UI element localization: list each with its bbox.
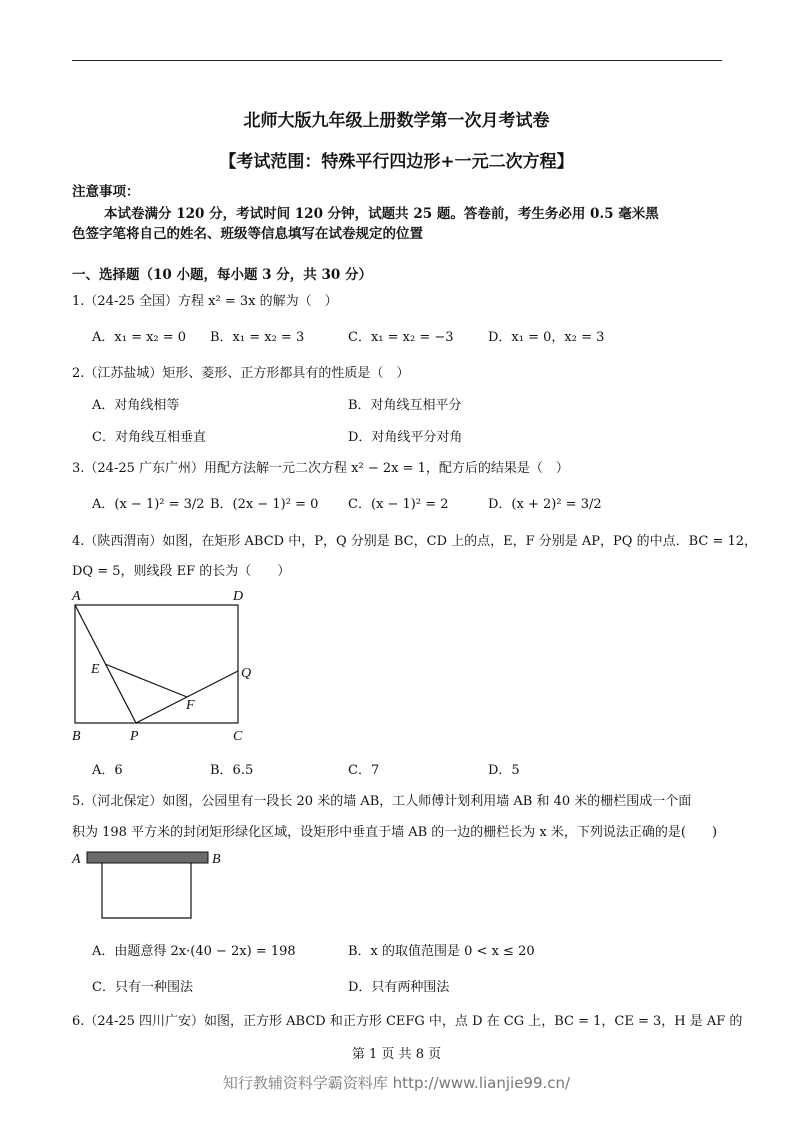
label-f: F	[186, 698, 195, 713]
header-rule	[72, 60, 722, 61]
question-3-option-b: B．(2x − 1)² = 0	[210, 497, 319, 512]
label-b: B	[72, 729, 81, 744]
question-4-option-a: A．6	[92, 763, 123, 778]
question-4-stem-line-1: 4.（陕西渭南）如图，在矩形 ABCD 中，P，Q 分别是 BC，CD 上的点，E，F 分别是 AP，PQ 的中点．BC = 12，	[72, 534, 758, 549]
question-5-figure	[60, 845, 230, 925]
question-4-option-c: C．7	[348, 763, 380, 778]
watermark: 知行教辅资料学霸资料库 http://www.lianjie99.cn/	[222, 1074, 571, 1092]
question-4-stem-line-2: DQ = 5，则线段 EF 的长为（ ）	[72, 564, 291, 579]
wall-ab	[87, 852, 208, 863]
question-5-option-a: A．由题意得 2x·(40 − 2x) = 198	[92, 944, 296, 959]
question-2-stem: 2.（江苏盐城）矩形、菱形、正方形都具有的性质是（ ）	[72, 366, 410, 381]
question-5-stem-line-2: 积为 198 平方米的封闭矩形绿化区域，设矩形中垂直于墙 AB 的一边的栅栏长为 x 米，下列说法正确的是( )	[72, 825, 718, 840]
question-2-option-d: D．对角线平分对角	[348, 430, 463, 445]
notice-label: 注意事项：	[72, 184, 140, 200]
section-heading: 一、选择题（10 小题，每小题 3 分，共 30 分）	[72, 267, 372, 283]
label-a: A	[72, 852, 81, 867]
label-q: Q	[241, 666, 252, 681]
label-b: B	[212, 852, 221, 867]
notice-line-1: 本试卷满分 120 分，考试时间 120 分钟，试题共 25 题。答卷前，考生务必用 0.5 毫米黑	[104, 206, 659, 222]
segment-ef	[105, 664, 187, 697]
notice-line-2: 色签字笔将自己的姓名、班级等信息填写在试卷规定的位置	[72, 226, 423, 242]
label-e: E	[91, 662, 100, 677]
question-1-option-c: C．x₁ = x₂ = −3	[348, 330, 454, 345]
page-title: 北师大版九年级上册数学第一次月考试卷	[243, 111, 550, 131]
question-1-stem: 1.（24-25 全国）方程 x² = 3x 的解为（ ）	[72, 294, 338, 309]
question-4-option-b: B．6.5	[210, 763, 254, 778]
question-2-option-b: B．对角线互相平分	[348, 398, 462, 413]
page-number: 第 1 页 共 8 页	[351, 1047, 442, 1062]
question-1-option-b: B．x₁ = x₂ = 3	[210, 330, 305, 345]
question-4-figure	[60, 585, 270, 745]
question-5-stem-line-1: 5.（河北保定）如图，公园里有一段长 20 米的墙 AB，工人师傅计划利用墙 AB 和 40 米的栅栏围成一个面	[72, 794, 692, 809]
question-3-option-a: A．(x − 1)² = 3/2	[92, 497, 205, 512]
fence	[102, 863, 191, 918]
label-c: C	[233, 729, 243, 744]
question-3-option-d: D．(x + 2)² = 3/2	[488, 497, 602, 512]
question-5-option-b: B．x 的取值范围是 0 < x ≤ 20	[348, 944, 535, 959]
question-5-option-d: D．只有两种围法	[348, 980, 450, 995]
label-a: A	[72, 589, 81, 604]
page-subtitle: 【考试范围：特殊平行四边形+一元二次方程】	[219, 152, 574, 172]
question-3-stem: 3.（24-25 广东广州）用配方法解一元二次方程 x² − 2x = 1，配方后的结果是（ ）	[72, 461, 569, 476]
question-2-option-a: A．对角线相等	[92, 398, 180, 413]
question-3-option-c: C．(x − 1)² = 2	[348, 497, 449, 512]
question-1-option-d: D．x₁ = 0，x₂ = 3	[488, 330, 605, 345]
question-6-stem: 6.（24-25 四川广安）如图，正方形 ABCD 和正方形 CEFG 中，点 D 在 CG 上，BC = 1，CE = 3，H 是 AF 的	[72, 1014, 743, 1029]
question-2-option-c: C．对角线互相垂直	[92, 430, 206, 445]
label-p: P	[130, 729, 139, 744]
label-d: D	[233, 589, 244, 604]
question-4-option-d: D．5	[488, 763, 520, 778]
question-1-option-a: A．x₁ = x₂ = 0	[92, 330, 187, 345]
question-5-option-c: C．只有一种围法	[92, 980, 193, 995]
